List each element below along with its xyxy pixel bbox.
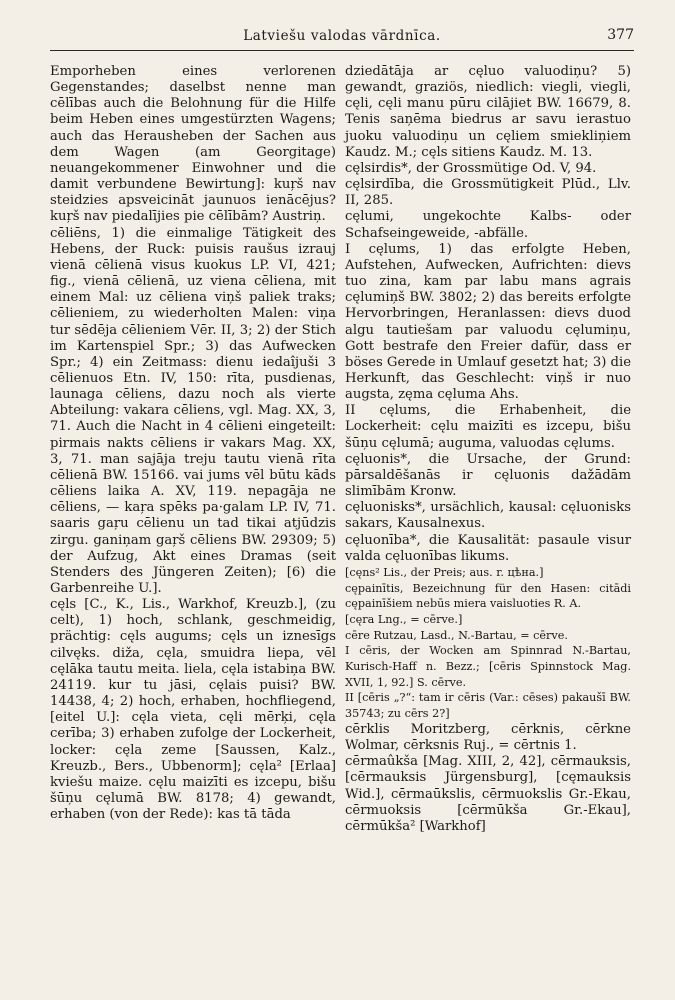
- entry-paragraph: dziedātāja ar cęluo valuodiņu? 5) gewandt, graziös, niedlich: viegli, viegli, cęli, cęli manu pūru cilājiet BW. 16679, 8. Tenis saņēma biedrus ar savu ierastuo juoku valuodiņu un cęliem smiekliņiem Kaudz. M.; cęls sitiens Kaudz. M. 13.: [345, 64, 631, 160]
- page-number: 377: [607, 27, 634, 43]
- small-entry-paragraph: cēre Rutzau, Lasd., N.-Bartau, = cērve.: [345, 628, 568, 642]
- entry-paragraph: Emporheben eines verlorenen Gegenstandes; daselbst nenne man cēlības auch die Belohnung für die Hilfe beim Heben eines umgestürzten Wagens; auch das Herausheben der Sachen aus dem Wagen (am Georgitage) neuangekommener Einwohner und die damit verbundene Bewirtung]: kuŗš nav steidzies apsveicināt jaunuos ienācējus? kuŗš nav piedalījies pie cēlībām? Austriņ.: [50, 64, 336, 225]
- entry-paragraph: cēliēns, 1) die einmalige Tätigkeit des Hebens, der Ruck: puisis raušus izrauj vienā cēlienā visus kuokus LP. VI, 421; fig., vienā cēlienā, uz viena cēliena, mit einem Mal: uz cēliena viņš paliek traks; cēlieniem, zu wiederholten Malen: viņa tur sēdēja cēlieniem Vēr. II, 3; 2) der Stich im Kartenspiel Spr.; 3) das Aufwecken Spr.; 4) ein Zeitmass: dienu iedaîjuši 3 cēlienuos Etn. IV, 150: rīta, pusdienas, launaga cēliens, dazu noch als vierte Abteilung: vakara cēliens, vgl. Mag. XX, 3, 71. Auch die Nacht in 4 cēlieni eingeteilt: pirmais nakts cēliens ir vakars Mag. XX, 3, 71. man sajāja treju tautu vienā rīta cēlienā BW. 15166. vai jums vēl būtu kāds cēliens laika A. XV, 119. nepagāja ne cēliens, — kaŗa spēks pa·galam LP. IV, 71. saaris gaŗu cēlienu un tad tikai atjūdzis zirgu. ganiņam gaŗš cēliens BW. 29309; 5) der Aufzug, Akt eines Dramas (seit Stenders des Jüngeren Zeiten); [6) die Garbenreihe U.].: [50, 225, 336, 596]
- small-entry-paragraph: [cęra Lng., = cērve.]: [345, 612, 463, 626]
- entry-paragraph: cęlumi, ungekochte Kalbs- oder Schafseingeweide, -abfälle.: [345, 209, 631, 241]
- small-entry-paragraph: I cēris, der Wocken am Spinnrad N.-Bartau, Kurisch-Haff n. Bezz.; [cēris Spinnstock Mag. XVII, 1, 92.] S. cērve.: [345, 644, 631, 689]
- running-title: Latviešu valodas vārdnīca.: [243, 28, 441, 44]
- entry-paragraph: cęlsirdība, die Grossmütigkeit Plūd., Llv. II, 285.: [345, 177, 631, 209]
- entry-paragraph: cērklis Moritzberg, cērknis, cērkne Wolmar, cērksnis Ruj., = cērtnis 1.: [345, 721, 631, 754]
- entry-paragraph: II cęlums, die Erhabenheit, die Lockerheit: cęlu maizīti es izcepu, bišu šūņu cęlumā; auguma, valuodas cęlums.: [345, 403, 631, 451]
- entry-paragraph: cęlsirdis*, der Grossmütige Od. V, 94.: [345, 160, 597, 176]
- entry-paragraph: cęluonība*, die Kausalität: pasaule visur valda cęluonības likums.: [345, 532, 631, 564]
- small-entry-paragraph: [cęns² Lis., der Preis; aus. r. цѣна.]: [345, 565, 544, 579]
- left-column: [50, 64, 336, 823]
- entry-paragraph: cęluonis*, die Ursache, der Grund: pārsaldēšanās ir cęluonis dažādām slimībām Kronw.: [345, 451, 631, 500]
- small-entry-paragraph: II [cēris „?“: tam ir cēris (Var.: cēses) pakaušī BW. 35743; zu cērs 2?]: [345, 691, 631, 721]
- entry-paragraph: cērmaûkša [Mag. XIII, 2, 42], cērmauksis, [cērmauksis Jürgensburg], [cęmauksis Wid.], cērmaūkslis, cērmuokslis Gr.-Ekau, cērmuoksis [cērmūkša Gr.-Ekau], cērmūkša² [Warkhof]: [345, 754, 631, 834]
- right-column: [345, 64, 631, 835]
- entry-paragraph: I cęlums, 1) das erfolgte Heben, Aufstehen, Aufwecken, Aufrichten: dievs tuo zina, kam par labu mans agrais cęlumiņš BW. 3802; 2) das bereits erfolgte Hervorbringen, Heranlassen: dievs duod algu tautiešam par valuodu cęlumiņu, Gott bestrafe den Freier dafür, dass er böses Gerede in Umlauf gesetzt hat; 3) die Herkunft, das Geschlecht: viņš ir nuo augsta, zęma cęluma Ahs.: [345, 241, 632, 403]
- entry-paragraph: cęls [C., K., Lis., Warkhof, Kreuzb.], (zu celt), 1) hoch, schlank, geschmeidig, prächtig: cęls augums; cęls un iznesīgs cilvęks. diža, cęla, smuidra liepa, vēl cęlāka tautu meita. liela, cęla istabiņa BW. 24119. kur tu jāsi, cęlais puisi? BW. 14438, 4; 2) hoch, erhaben, hochfliegend, [eitel U.]: cęla vieta, cęli mērķi, cęla cerība; 3) erhaben zufolge der Lockerheit, locker: cęla zeme [Saussen, Kalz., Kreuzb., Bers., Ubbenorm]; cęla² [Erlaa] kviešu maize. cęlu maizīti es izcepu, bišu šūņu cęlumā BW. 8178; 4) gewandt, erhaben (von der Rede): kas tā tāda: [50, 597, 336, 823]
- small-entry-paragraph: cępainītis, Bezeichnung für den Hasen: citādi cępainīšiem nebūs miera vaisluoties R. A.: [345, 581, 631, 611]
- entry-paragraph: cęluonisks*, ursächlich, kausal: cęluonisks sakars, Kausalnexus.: [345, 500, 631, 532]
- page-header: [50, 28, 634, 51]
